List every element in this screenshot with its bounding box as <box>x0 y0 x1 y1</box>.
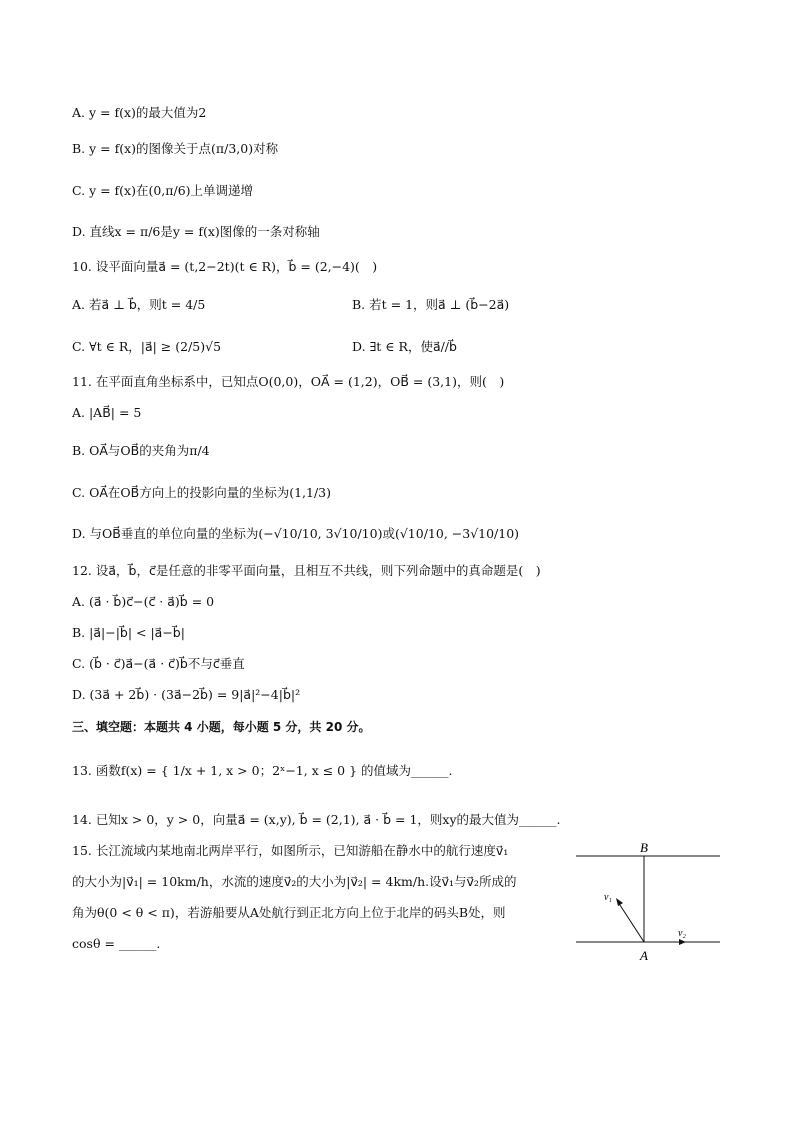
q9-option-a: A. y = f(x)的最大值为2 <box>72 105 207 120</box>
q10-stem: 10. 设平面向量a⃗ = (t,2−2t)(t ∈ R)，b⃗ = (2,−4)( ) <box>72 259 378 274</box>
q11-option-c: C. OA⃗在OB⃗方向上的投影向量的坐标为(1,1/3) <box>72 485 331 500</box>
q11-option-a: A. |AB⃗| = 5 <box>72 405 142 420</box>
label-a: A <box>640 948 648 963</box>
q10-option-a: A. 若a⃗ ⊥ b⃗，则t = 4/5 <box>72 297 206 312</box>
q12-option-b: B. |a⃗|−|b⃗| < |a⃗−b⃗| <box>72 625 185 640</box>
question-14: 14. 已知x > 0，y > 0，向量a⃗ = (x,y), b⃗ = (2,1), a⃗ · b⃗ = 1，则xy的最大值为______. <box>72 812 561 827</box>
q12-option-a: A. (a⃗ · b⃗)c⃗−(c⃗ · a⃗)b⃗ = 0 <box>72 594 215 609</box>
q12-option-d: D. (3a⃗ + 2b⃗) · (3a⃗−2b⃗) = 9|a⃗|²−4|b⃗|² <box>72 687 301 702</box>
q10-option-d: D. ∃t ∈ R，使a⃗//b⃗ <box>352 339 457 354</box>
q15-line-2: 的大小为|v⃗₁| = 10km/h，水流的速度v⃗₂的大小为|v⃗₂| = 4km/h.设v⃗₁与v⃗₂所成的 <box>72 874 517 889</box>
q11-stem: 11. 在平面直角坐标系中，已知点O(0,0)，OA⃗ = (1,2)，OB⃗ = (3,1)，则( ) <box>72 374 505 389</box>
q15-line-1: 15. 长江流域内某地南北两岸平行，如图所示，已知游船在静水中的航行速度v⃗₁ <box>72 843 509 858</box>
q9-option-d: D. 直线x = π/6是y = f(x)图像的一条对称轴 <box>72 224 320 239</box>
label-v2: v₂ <box>678 928 686 939</box>
q15-line-3: 角为θ(0 < θ < π)，若游船要从A处航行到正北方向上位于北岸的码头B处，则 <box>72 905 506 920</box>
label-b: B <box>640 840 648 855</box>
q9-option-c: C. y = f(x)在(0,π/6)上单调递增 <box>72 183 254 198</box>
q9-option-b: B. y = f(x)的图像关于点(π/3,0)对称 <box>72 141 279 156</box>
q10-option-c: C. ∀t ∈ R，|a⃗| ≥ (2/5)√5 <box>72 339 222 354</box>
q11-option-b: B. OA⃗与OB⃗的夹角为π/4 <box>72 443 210 458</box>
label-v1: v₁ <box>604 892 612 903</box>
section-heading-fill-in: 三、填空题：本题共 4 小题，每小题 5 分，共 20 分。 <box>72 720 371 734</box>
q10-option-b: B. 若t = 1，则a⃗ ⊥ (b⃗−2a⃗) <box>352 297 510 312</box>
q12-stem: 12. 设a⃗，b⃗，c⃗是任意的非零平面向量，且相互不共线，则下列命题中的真命题是( ) <box>72 563 541 578</box>
q12-option-c: C. (b⃗ · c⃗)a⃗−(a⃗ · c⃗)b⃗不与c⃗垂直 <box>72 656 245 671</box>
v1-arrowhead <box>616 898 623 906</box>
q11-option-d: D. 与OB⃗垂直的单位向量的坐标为(−√10/10, 3√10/10)或(√10/10, −3√10/10) <box>72 526 520 541</box>
q15-line-4: cosθ = ______. <box>72 936 161 951</box>
v1-vector <box>618 902 644 942</box>
river-crossing-figure <box>570 838 730 968</box>
v2-arrowhead <box>679 939 686 945</box>
question-13: 13. 函数f(x) = { 1/x + 1, x > 0；2ˣ−1, x ≤ 0 } 的值域为______. <box>72 763 453 778</box>
